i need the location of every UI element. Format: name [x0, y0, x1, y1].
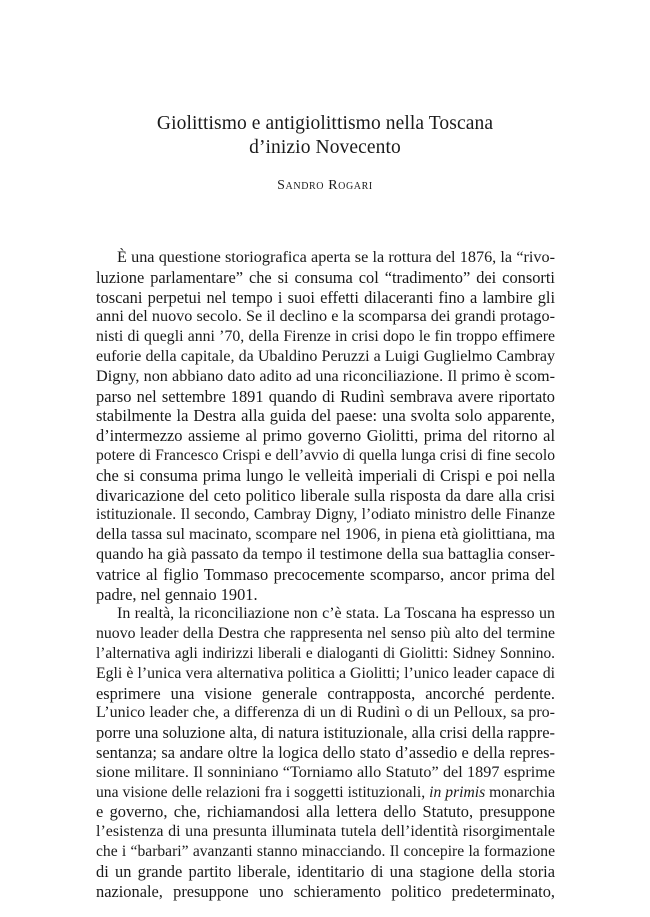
text-line: In realtà, la riconciliazione non c’è stata. La Toscana ha espresso un — [117, 605, 555, 623]
text-line: esprimere una visione generale contrapposta, ancorché perdente. — [96, 683, 555, 703]
text-line: anni del nuovo secolo. Se il declino e la scomparsa dei grandi protago- — [96, 307, 555, 326]
text-line: sentanza; sa andare oltre la logica dello stato d’assedio e della repres- — [96, 742, 555, 762]
text-line: Egli è l’unica vera alternativa politica a Giolitti; l’unico leader capace di — [96, 664, 555, 682]
text-line: istituzionale. Il secondo, Cambray Digny, l’odiato ministro delle Finanze — [96, 506, 555, 524]
chapter-title — [0, 112, 650, 160]
text-line: potere di Francesco Crispi e dell’avvio di quella lunga crisi di fine secolo — [96, 446, 555, 464]
text-line: parso nel settembre 1891 quando di Rudinì sembrava avere riportato — [96, 386, 555, 406]
paragraph-1 — [96, 248, 555, 604]
italic-phrase: in primis — [429, 783, 486, 801]
text-line: che si consuma prima lungo le velleità imperiali di Crispi e poi nella — [96, 465, 555, 485]
text-line: luzione parlamentare” che si consuma col “tradimento” dei consorti — [96, 267, 555, 287]
text-line: toscani perpetui nel tempo i suoi effetti dilaceranti fino a lambire gli — [96, 287, 555, 307]
text-segment: una visione delle relazioni fra i soggetti istituzionali, — [96, 783, 430, 801]
text-line: È una questione storiografica aperta se la rottura del 1876, la “rivo- — [117, 248, 555, 266]
body-text — [96, 248, 555, 901]
text-line: Digny, non abbiano dato adito ad una riconciliazione. Il primo è scom- — [96, 366, 555, 385]
text-line: stabilmente la Destra alla guida del paese: una svolta solo apparente, — [96, 406, 555, 426]
text-line: L’unico leader che, a differenza di un di Rudinì o di un Pelloux, sa pro- — [96, 704, 555, 722]
text-line: nuovo leader della Destra che rappresenta nel senso più alto del termine — [96, 625, 555, 643]
text-line: sione militare. Il sonniniano “Torniamo allo Statuto” del 1897 esprime — [96, 762, 555, 781]
author-name: Sandro Rogari — [277, 178, 373, 193]
text-segment: monarchia — [485, 783, 555, 801]
text-line: divaricazione del ceto politico liberale sulla risposta da dare alla crisi — [96, 485, 555, 505]
chapter-title-line-2: d’inizio Novecento — [249, 137, 401, 158]
text-line: quando ha già passato da tempo il testimone della sua battaglia conser- — [96, 544, 555, 563]
text-line: che i “barbari” avanzanti stanno minacciando. Il concepire la formazione — [96, 842, 555, 860]
text-line — [96, 783, 555, 803]
paragraph-2 — [96, 604, 555, 901]
text-line: l’alternativa agli indirizzi liberali e dialoganti di Giolitti: Sidney Sonnino. — [96, 644, 555, 662]
text-line: nisti di quegli anni ’70, della Firenze in crisi dopo le fin troppo effimere — [96, 328, 555, 346]
text-line: d’intermezzo assieme al primo governo Giolitti, prima del ritorno al — [96, 426, 555, 446]
text-line: e governo, che, richiamandosi alla lettera dello Statuto, presuppone — [96, 802, 555, 822]
chapter-title-line-1: Giolittismo e antigiolittismo nella Toscana — [156, 113, 494, 134]
text-line: nazionale, presuppone uno schieramento politico predeterminato, — [96, 881, 555, 901]
text-line: vatrice al figlio Tommaso precocemente scomparso, ancor prima del — [96, 564, 555, 584]
text-line: padre, nel gennaio 1901. — [96, 584, 258, 604]
text-line: euforie della capitale, da Ubaldino Peruzzi a Luigi Guglielmo Cambray — [96, 347, 555, 365]
text-line: di un grande partito liberale, identitario di una stagione della storia — [96, 861, 555, 881]
text-line: della tassa sul macinato, scompare nel 1906, in piena età giolittiana, ma — [96, 526, 555, 544]
text-line: l’esistenza di una presunta illuminata tutela dell’identità risorgimentale — [96, 823, 555, 841]
text-line: porre una soluzione alta, di natura istituzionale, alla crisi della rappre- — [96, 723, 555, 743]
